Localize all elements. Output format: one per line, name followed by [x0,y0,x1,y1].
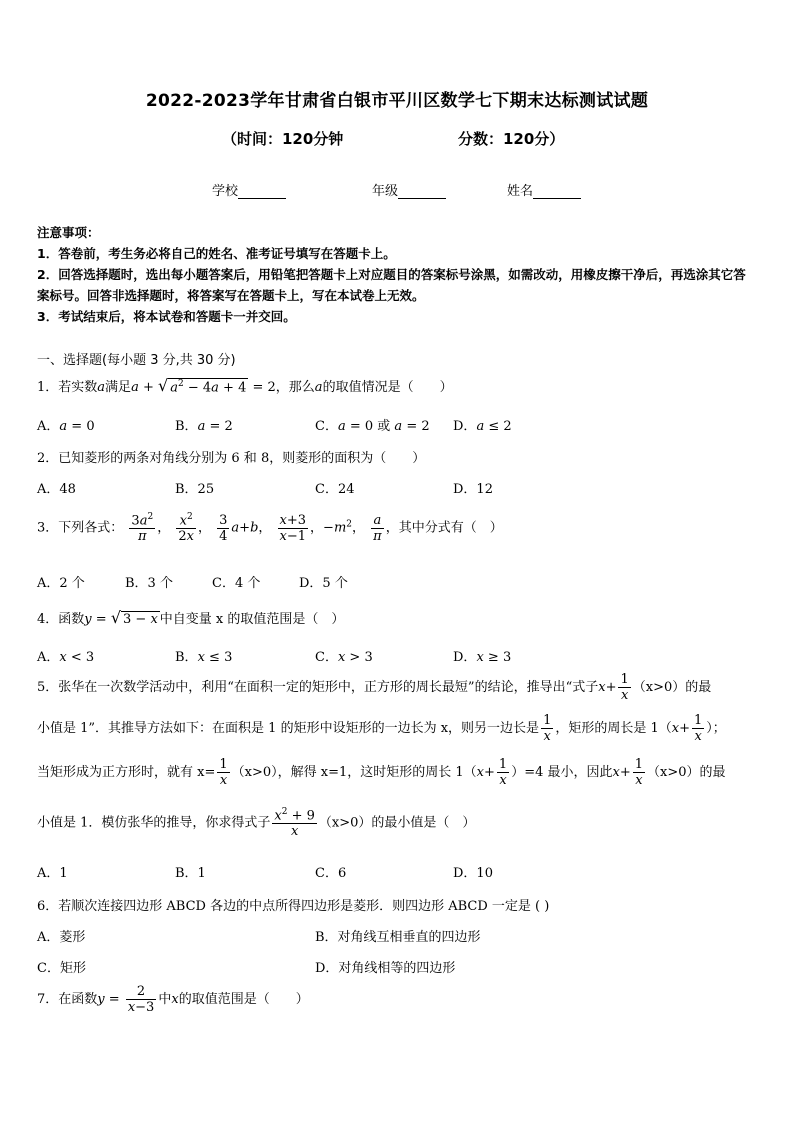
question-5-line-3: 当矩形成为正方形时，就有 x= $\frac{1}{x}$ （x>0），解得 x=1，这时矩形的周长 1（x+ $\frac{1}{x}$ ）=4 最小，因此x+ $\frac{1}{x}$ （x>0）的最 [37,757,726,788]
grade-label: 年级 [372,184,399,199]
q3-pre: 3．下列各式： [37,520,124,536]
name-blank[interactable] [533,186,581,199]
question-7: 7．在函数y = $\frac{2}{x-3}$ 中x的取值范围是（ ） [37,984,309,1015]
q1-option-c[interactable]: C．a = 0 或 a = 2 [315,419,430,434]
exam-score: 分数：120分） [458,130,565,148]
notice-item-3: 3．考试结束后，将本试卷和答题卡一并交回。 [37,309,296,324]
school-field [212,180,286,199]
q5-text-1a: 5．张华在一次数学活动中，利用“在面积一定的矩形中，正方形的周长最短”的结论，推导出“式子 [37,680,599,695]
question-4: 4．函数y = √ 3 − x 中自变量 x 的取值范围是（ ） [37,608,345,627]
q2-option-b[interactable]: B．25 [175,482,215,497]
grade-field [372,180,446,199]
question-6: 6．若顺次连接四边形 ABCD 各边的中点所得四边形是菱形．则四边形 ABCD 一定是 ( ) [37,899,550,914]
q3-post: ，其中分式有（ ） [385,520,503,536]
exam-time: （时间：120分钟 [222,130,344,148]
q3-option-c[interactable]: C．4 个 [212,576,261,591]
q5-text-4b: （x>0）的最小值是（ ） [318,815,476,831]
q3-option-a[interactable]: A．2 个 [37,576,85,591]
name-label: 姓名 [507,184,534,199]
q4-option-a-label: A． [37,650,60,665]
q4-option-b-label: B． [175,650,198,665]
q6-option-b[interactable]: B．对角线互相垂直的四边形 [315,930,481,945]
q5-text-3c: ）=4 最小，因此 [511,765,613,780]
q4-post: 中自变量 x 的取值范围是（ ） [159,612,345,627]
q7-pre: 7．在函数 [37,992,98,1007]
q1-option-d-label: D． [453,419,477,434]
q1-post: ，那么 [275,380,315,395]
q2-option-a[interactable]: A．48 [37,482,76,497]
notice-item-2: 2．回答选择题时，选出每小题答案后，用铅笔把答题卡上对应题目的答案标号涂黑，如需改动，用橡皮擦干净后，再选涂其它答案标号。回答非选择题时，将答案写在答题卡上，写在本试卷上无效。 [37,267,746,303]
q5-option-b[interactable]: B．1 [175,866,206,881]
q1-option-d[interactable]: D．a ≤ 2 [453,419,512,434]
notice-heading: 注意事项： [37,225,100,240]
q1-option-a[interactable]: A．a = 0 [37,419,95,434]
section-heading: 一、选择题(每小题 3 分,共 30 分) [37,353,236,368]
q5-option-a[interactable]: A．1 [37,866,68,881]
q5-text-2a: 小值是 1”．其推导方法如下：在面积是 1 的矩形中设矩形的一边长为 x，则另一边长是 [37,721,540,736]
q1-option-c-label: C． [315,419,338,434]
question-5-line-1: 5．张华在一次数学活动中，利用“在面积一定的矩形中，正方形的周长最短”的结论，推导出“式子x+ $\frac{1}{x}$ （x>0）的最 [37,672,712,703]
exam-title: 2022-2023学年甘肃省白银市平川区数学七下期末达标测试试题 [145,91,649,111]
question-3: 3．下列各式： $\frac{3a^2}{\pi}$ ， $\frac{x^2}{2x}$ ， $\frac{3}{4}$ a+b， $\frac{x+3}{x-1}$ ，$-m^2$， $\frac{a}{\pi}$ ，其中分式有（ ） [37,512,503,545]
question-5-line-2: 小值是 1”．其推导方法如下：在面积是 1 的矩形中设矩形的一边长为 x，则另一边长是 $\frac{1}{x}$ ，矩形的周长是 1（x+ $\frac{1}{x}$ ）； [37,713,726,744]
q5-text-3a: 当矩形成为正方形时，就有 x= [37,765,216,780]
q2-option-d[interactable]: D．12 [453,482,493,497]
q4-option-d-label: D． [453,650,477,665]
q4-pre: 4．函数 [37,612,85,627]
q4-option-d[interactable]: D．x ≥ 3 [453,650,512,665]
q1-pre: 1．若实数 [37,380,98,395]
grade-blank[interactable] [398,186,446,199]
question-5-line-4: 小值是 1．模仿张华的推导，你求得式子 $\frac{x^2 + 9}{x}$ （x>0）的最小值是（ ） [37,807,476,840]
school-label: 学校 [212,184,239,199]
q5-text-3b: （x>0），解得 x=1，这时矩形的周长 1（ [231,765,477,780]
q1-post2: 的取值情况是（ ） [322,380,453,395]
q7-post: 中 [158,992,172,1007]
q4-option-c-label: C． [315,650,338,665]
q4-option-c[interactable]: C．x > 3 [315,650,373,665]
notice-block [37,222,757,327]
q5-text-1b: （x>0）的最 [632,680,712,695]
q4-option-b[interactable]: B．x ≤ 3 [175,650,233,665]
q7-post2: 的取值范围是（ ） [178,992,309,1007]
q6-option-c[interactable]: C．矩形 [37,961,86,976]
question-1: 1．若实数a满足a + √ $a^2 - 4a + 4 = 2$，那么a的取值情况是（ ） [37,376,453,395]
q3-option-b[interactable]: B．3 个 [125,576,173,591]
q1-option-a-label: A． [37,419,60,434]
q5-text-4a: 小值是 1．模仿张华的推导，你求得式子 [37,815,271,831]
q1-option-b-label: B． [175,419,198,434]
q3-option-d[interactable]: D．5 个 [299,576,348,591]
q1-option-b[interactable]: B．a = 2 [175,419,233,434]
question-2: 2．已知菱形的两条对角线分别为 6 和 8，则菱形的面积为（ ） [37,451,426,466]
q6-option-d[interactable]: D．对角线相等的四边形 [315,961,456,976]
name-field [507,180,581,199]
notice-item-1: 1．答卷前，考生务必将自己的姓名、准考证号填写在答题卡上。 [37,246,396,261]
q5-option-c[interactable]: C．6 [315,866,347,881]
q5-text-2c: ）； [706,721,726,736]
school-blank[interactable] [238,186,286,199]
q5-text-2b: ，矩形的周长是 1（ [555,721,672,736]
q4-option-a[interactable]: A．x < 3 [37,650,95,665]
q5-option-d[interactable]: D．10 [453,866,493,881]
q5-text-3d: （x>0）的最 [647,765,726,780]
q1-mid: 满足 [105,380,132,395]
q2-option-c[interactable]: C．24 [315,482,355,497]
q6-option-a[interactable]: A．菱形 [37,930,86,945]
